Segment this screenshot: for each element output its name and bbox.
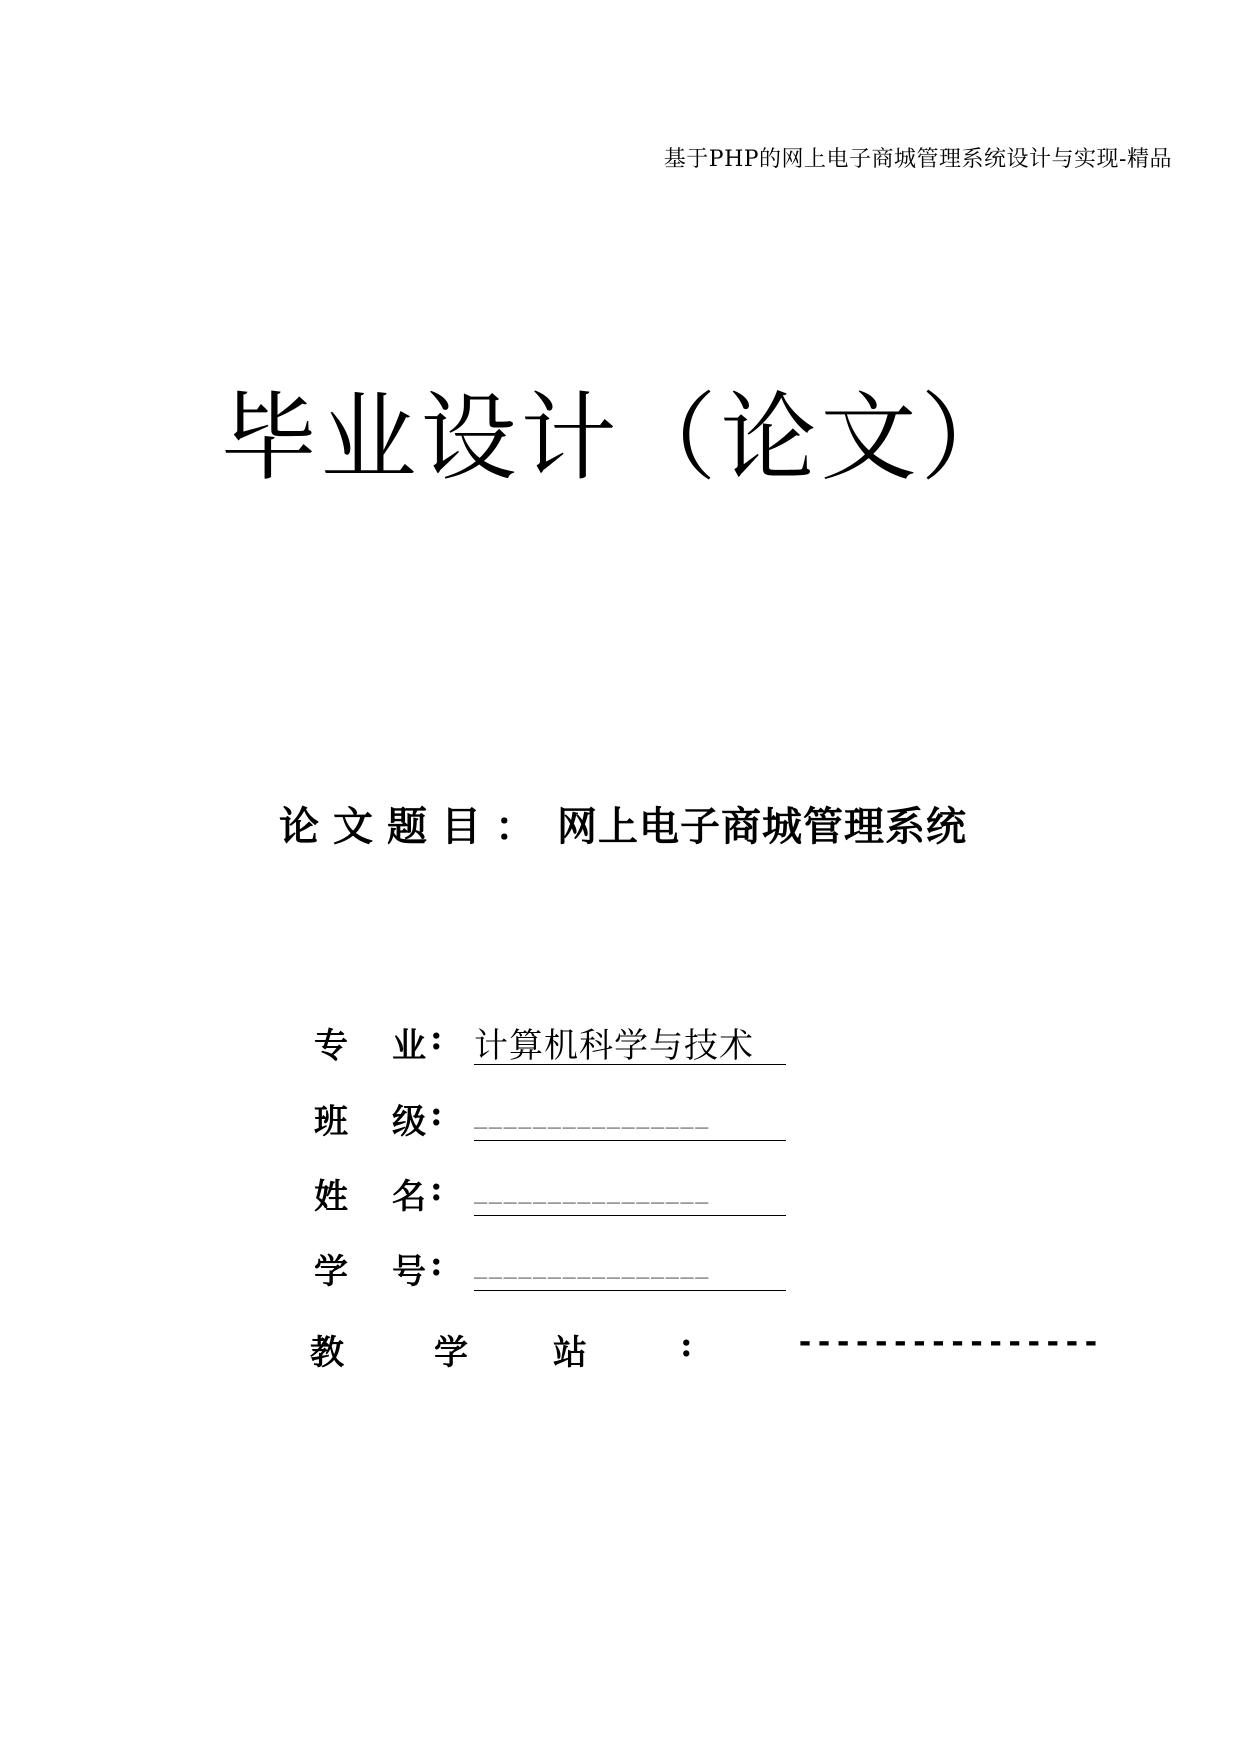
name-label-char-1: 姓 (314, 1177, 348, 1217)
major-label-colon: : (430, 1018, 443, 1058)
topic-value: 网上电子商城管理系统 (557, 803, 967, 850)
topic-label: 论文题目： (279, 803, 549, 850)
class-label-char-2: 级 (392, 1102, 426, 1142)
station-label-char-1: 教 (310, 1333, 344, 1373)
class-value: ________________ (474, 1094, 786, 1141)
name-label-char-2: 名 (392, 1177, 426, 1217)
page-title: 毕业设计（论文） (220, 382, 1021, 494)
student-id-label-char-1: 学 (314, 1252, 348, 1292)
station-value: ---------------- (796, 1325, 1101, 1360)
major-label-char-1: 专 (314, 1026, 348, 1066)
header-note: 基于PHP的网上电子商城管理系统设计与实现-精品 (663, 147, 1172, 172)
station-label-char-3: 站 (553, 1333, 587, 1373)
major-label-char-2: 业 (392, 1026, 426, 1066)
thesis-topic (279, 795, 967, 852)
name-value: ________________ (474, 1169, 786, 1216)
student-id-label-colon: : (430, 1244, 443, 1284)
station-label-colon: : (680, 1325, 693, 1365)
station-row (310, 1325, 1110, 1375)
student-id-value: ________________ (474, 1244, 786, 1291)
class-label-char-1: 班 (314, 1102, 348, 1142)
student-id-label-char-2: 号 (392, 1252, 426, 1292)
name-label-colon: : (430, 1169, 443, 1209)
station-label-char-2: 学 (434, 1333, 468, 1373)
major-value: 计算机科学与技术 (474, 1018, 786, 1065)
class-label-colon: : (430, 1094, 443, 1134)
